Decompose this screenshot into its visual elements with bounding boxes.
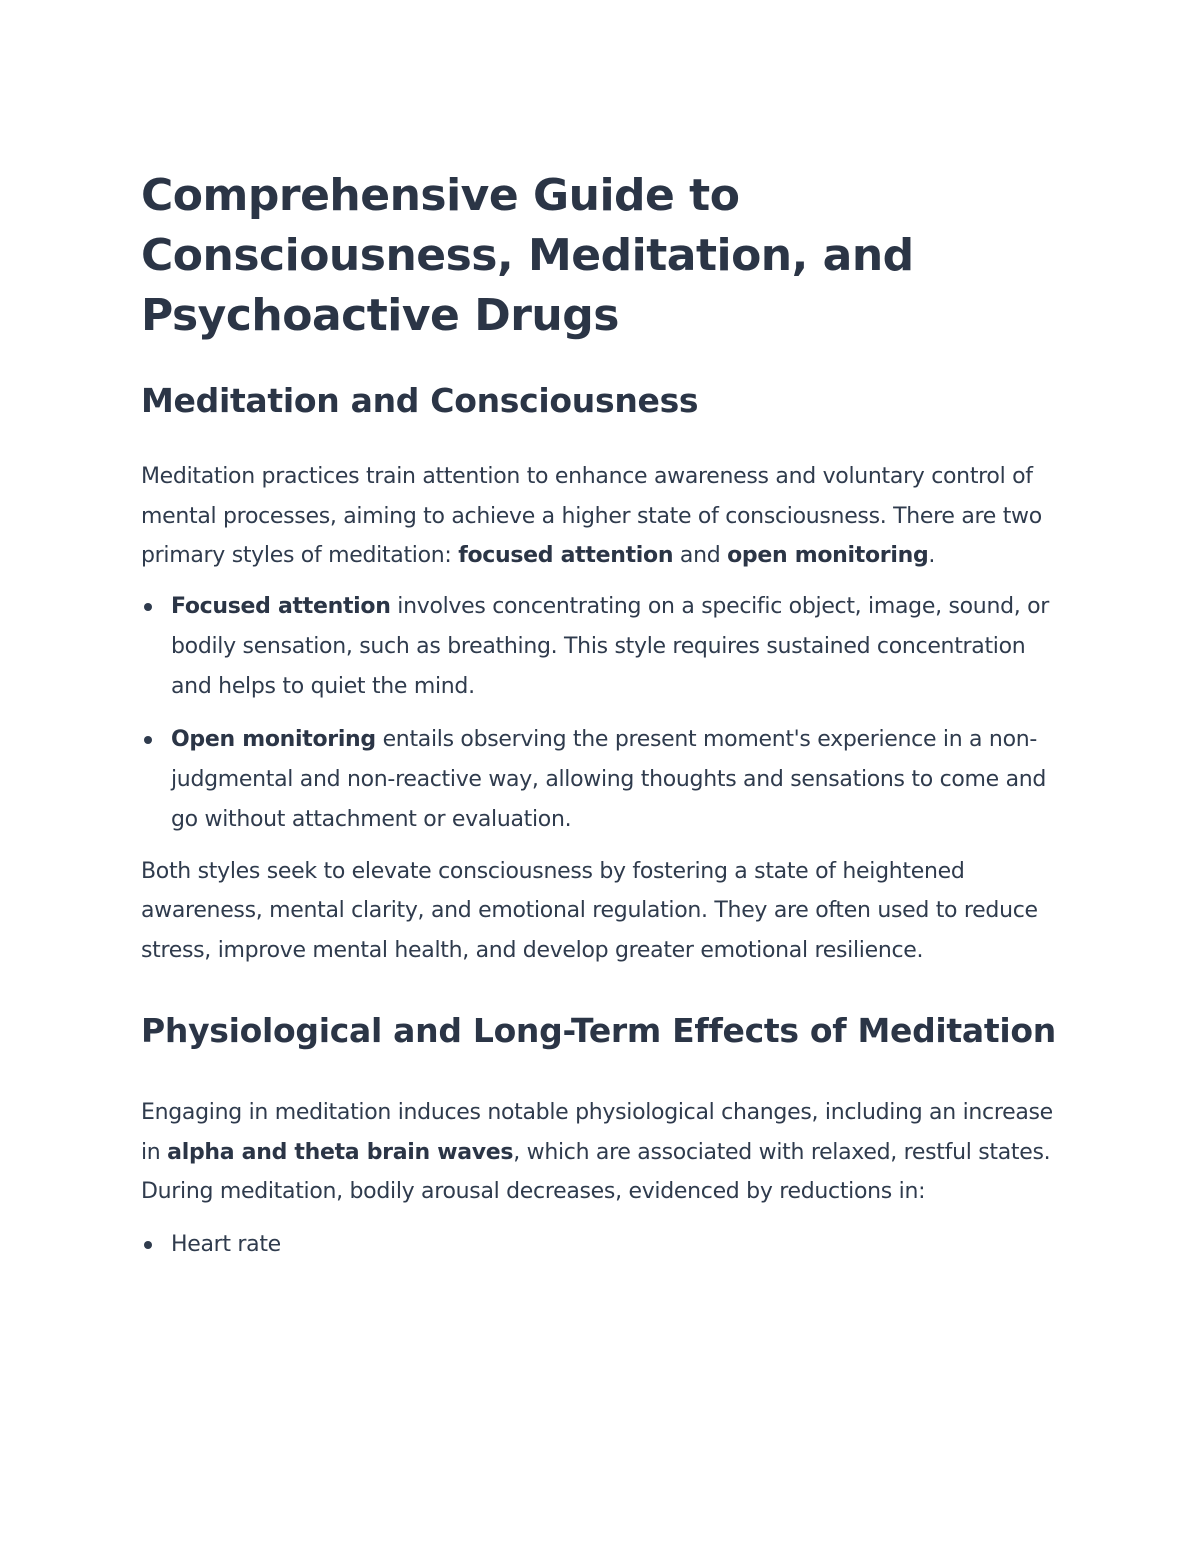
section-heading-meditation-consciousness: Meditation and Consciousness: [141, 381, 699, 420]
arousal-reductions-list: [141, 1225, 1066, 1265]
list-item: [141, 1225, 1066, 1265]
list-item-bold-term: Open monitoring: [171, 726, 376, 752]
section1-intro-paragraph: [141, 457, 1066, 576]
paragraph-text: Engaging in meditation induces notable physiological changes, including an increase in: [141, 1100, 1053, 1165]
bold-term-focused-attention: focused attention: [458, 543, 674, 568]
bold-term-brain-waves: alpha and theta brain waves: [167, 1139, 514, 1165]
paragraph-text: .: [928, 543, 936, 568]
document-page: [141, 166, 1066, 1278]
document-title: Comprehensive Guide to Consciousness, Meditation, and Psychoactive Drugs: [141, 170, 914, 341]
list-item-text: entails observing the present moment's experience in a non-judgmental and non-reactive way, allowing thoughts and sensations to come and go without attachment or evaluation.: [171, 726, 1047, 832]
meditation-styles-list: [141, 587, 1066, 840]
list-item-text: involves concentrating on a specific object, image, sound, or bodily sensation, such as breathing. This style requires sustained concentration and helps to quiet the mind.: [171, 593, 1050, 699]
bold-term-open-monitoring: open monitoring: [727, 543, 929, 568]
bullet-dot-icon: [144, 1241, 152, 1249]
paragraph-text: , which are associated with relaxed, restful states. During meditation, bodily arousal decreases, evidenced by reductions in:: [141, 1139, 1051, 1204]
paragraph-text: Meditation practices train attention to enhance awareness and voluntary control of mental processes, aiming to achieve a higher state of consciousness. There are two primary styles of meditation:: [141, 464, 1042, 568]
list-item: [141, 720, 1066, 840]
bullet-dot-icon: [144, 736, 152, 744]
list-item-text: Heart rate: [171, 1231, 281, 1257]
section2-intro-paragraph: [141, 1093, 1066, 1212]
paragraph-text: and: [673, 543, 728, 568]
bullet-dot-icon: [144, 603, 152, 611]
section-heading-physiological-effects: Physiological and Long-Term Effects of Meditation: [141, 1011, 1056, 1050]
list-item: [141, 587, 1066, 707]
list-item-bold-term: Focused attention: [171, 593, 391, 619]
section1-closing-paragraph: Both styles seek to elevate consciousness by fostering a state of heightened awareness, mental clarity, and emotional regulation. They are often used to reduce stress, improve mental health, and develop greater emotional resilience.: [141, 858, 1038, 963]
